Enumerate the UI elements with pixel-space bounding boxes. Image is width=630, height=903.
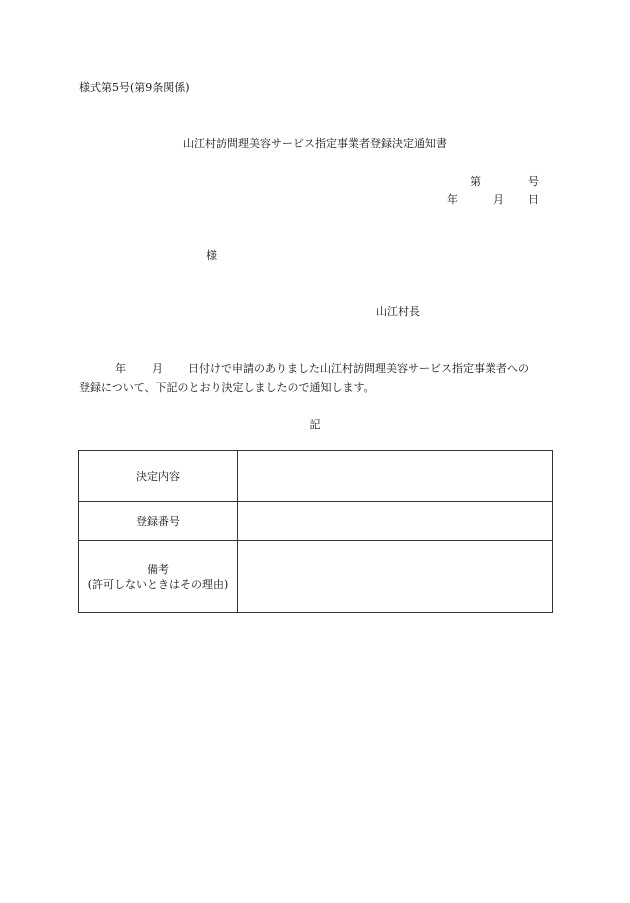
body-year-label: 年 [115, 362, 126, 375]
body-month-label: 月 [152, 362, 163, 375]
date-year-label: 年 [447, 193, 458, 206]
document-number-suffix: 号 [528, 175, 539, 188]
table-row [79, 451, 553, 502]
remarks-label-main: 備考 [147, 562, 169, 576]
remarks-label-sub: (許可しないときはその理由) [87, 577, 229, 591]
table-row [79, 502, 553, 541]
body-text-line1: 日付けで申請のありました山江村訪問理美容サービス指定事業者への [188, 362, 529, 375]
detail-table [78, 450, 553, 613]
remarks-label [79, 541, 238, 613]
date-month-label: 月 [493, 193, 504, 206]
date-day-label: 日 [528, 193, 539, 206]
registration-number-label: 登録番号 [79, 502, 238, 541]
decision-content-label: 決定内容 [79, 451, 238, 502]
registration-number-value [238, 502, 553, 541]
remarks-value [238, 541, 553, 613]
document-title: 山江村訪問理美容サービス指定事業者登録決定通知書 [183, 137, 447, 150]
body-paragraph [79, 359, 557, 397]
table-row [79, 541, 553, 613]
body-text-line2: 登録について、下記のとおり決定しましたので通知します。 [79, 381, 375, 394]
addressee-honorific: 様 [206, 249, 217, 262]
document-number-prefix: 第 [470, 175, 481, 188]
ki-heading: 記 [309, 418, 321, 431]
form-label: 様式第5号(第9条関係) [79, 81, 190, 94]
issuer-name: 山江村長 [376, 305, 420, 318]
decision-content-value [238, 451, 553, 502]
